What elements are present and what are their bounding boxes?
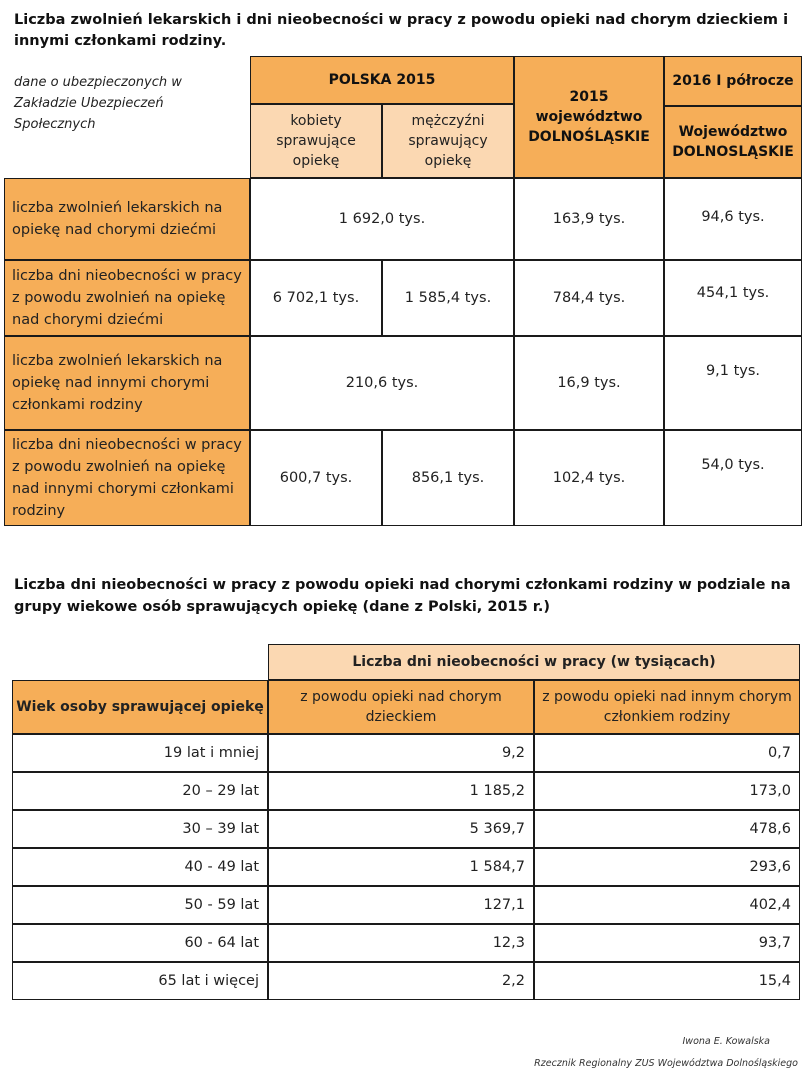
family-value-cell: 173,0 <box>534 772 800 810</box>
family-value-cell: 478,6 <box>534 810 800 848</box>
group-header-absence-days: Liczba dni nieobecności w pracy (w tysiącach) <box>268 644 800 680</box>
signature-name: Iwona E. Kowalska <box>682 1036 770 1047</box>
age-cell: 50 - 59 lat <box>12 886 268 924</box>
header-child-care: z powodu opieki nad chorym dzieckiem <box>268 680 534 734</box>
row4-dolnoslaskie-2016: 54,0 tys. <box>664 430 802 526</box>
section-title-age-groups: Liczba dni nieobecności w pracy z powodu opieki nad chorymi członkami rodziny w podziale na grupy wiekowe osób sprawujących opiekę (dane z Polski, 2015 r.) <box>14 577 791 615</box>
header-polska-2015: POLSKA 2015 <box>250 56 514 104</box>
row2-dolnoslaskie-2016: 454,1 tys. <box>664 260 802 336</box>
row3-polska: 210,6 tys. <box>250 336 514 430</box>
age-cell: 19 lat i mniej <box>12 734 268 772</box>
row-label-sick-leave-family: liczba zwolnień lekarskich na opiekę nad innymi chorymi członkami rodziny <box>4 336 250 430</box>
row1-polska: 1 692,0 tys. <box>250 178 514 260</box>
child-value-cell: 12,3 <box>268 924 534 962</box>
family-value-cell: 402,4 <box>534 886 800 924</box>
row-label-sick-leave-children: liczba zwolnień lekarskich na opiekę nad chorymi dziećmi <box>4 178 250 260</box>
row-label-absence-days-children: liczba dni nieobecności w pracy z powodu zwolnień na opiekę nad chorymi dziećmi <box>4 260 250 336</box>
header-2016-half: 2016 I półrocze <box>664 56 802 106</box>
header-dolnoslaskie-2015: 2015 województwo DOLNOŚLĄSKIE <box>514 56 664 178</box>
age-cell: 65 lat i więcej <box>12 962 268 1000</box>
age-cell: 20 – 29 lat <box>12 772 268 810</box>
row2-men: 1 585,4 tys. <box>382 260 514 336</box>
header-family-care: z powodu opieki nad innym chorym członkiem rodziny <box>534 680 800 734</box>
row1-dolnoslaskie-2016: 94,6 tys. <box>664 178 802 260</box>
signature-role: Rzecznik Regionalny ZUS Województwa Dolnośląskiego <box>534 1058 798 1069</box>
row3-dolnoslaskie-2015: 16,9 tys. <box>514 336 664 430</box>
age-cell: 60 - 64 lat <box>12 924 268 962</box>
header-dolnoslaskie-2016: Województwo DOLNOSLĄSKIE <box>664 106 802 178</box>
family-value-cell: 93,7 <box>534 924 800 962</box>
family-value-cell: 0,7 <box>534 734 800 772</box>
child-value-cell: 5 369,7 <box>268 810 534 848</box>
page-title: Liczba zwolnień lekarskich i dni nieobecności w pracy z powodu opieki nad chorym dzieckiem i innymi członkami rodziny. <box>14 12 789 49</box>
data-source-note: dane o ubezpieczonych w Zakładzie Ubezpieczeń Społecznych <box>14 75 182 132</box>
age-cell: 40 - 49 lat <box>12 848 268 886</box>
child-value-cell: 2,2 <box>268 962 534 1000</box>
child-value-cell: 127,1 <box>268 886 534 924</box>
header-age: Wiek osoby sprawującej opiekę <box>12 680 268 734</box>
row4-men: 856,1 tys. <box>382 430 514 526</box>
header-women: kobiety sprawujące opiekę <box>250 104 382 178</box>
row4-dolnoslaskie-2015: 102,4 tys. <box>514 430 664 526</box>
header-men: mężczyźni sprawujący opiekę <box>382 104 514 178</box>
row2-women: 6 702,1 tys. <box>250 260 382 336</box>
row1-dolnoslaskie-2015: 163,9 tys. <box>514 178 664 260</box>
row4-women: 600,7 tys. <box>250 430 382 526</box>
row2-dolnoslaskie-2015: 784,4 tys. <box>514 260 664 336</box>
child-value-cell: 1 584,7 <box>268 848 534 886</box>
child-value-cell: 9,2 <box>268 734 534 772</box>
row-label-absence-days-family: liczba dni nieobecności w pracy z powodu zwolnień na opiekę nad innymi chorymi członkami rodziny <box>4 430 250 526</box>
age-cell: 30 – 39 lat <box>12 810 268 848</box>
child-value-cell: 1 185,2 <box>268 772 534 810</box>
family-value-cell: 15,4 <box>534 962 800 1000</box>
family-value-cell: 293,6 <box>534 848 800 886</box>
row3-dolnoslaskie-2016: 9,1 tys. <box>664 336 802 430</box>
